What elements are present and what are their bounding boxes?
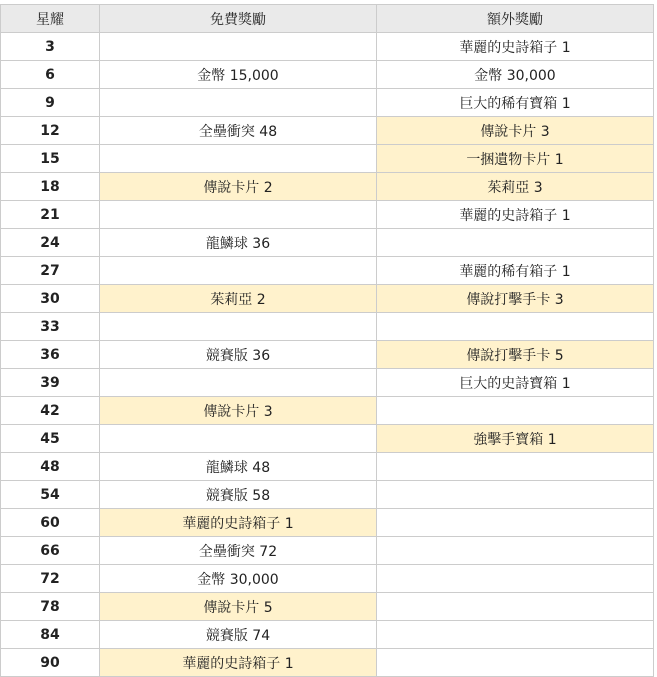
free-reward-cell: [100, 313, 377, 341]
table-row: [1, 173, 654, 201]
star-cell: 18: [1, 173, 100, 201]
free-reward-cell: 競賽版 58: [100, 481, 377, 509]
table-row: [1, 229, 654, 257]
extra-reward-cell: [377, 565, 654, 593]
extra-reward-cell: [377, 593, 654, 621]
star-cell: 60: [1, 509, 100, 537]
free-reward-cell: 傳說卡片 3: [100, 397, 377, 425]
extra-reward-cell: 金幣 30,000: [377, 61, 654, 89]
extra-reward-cell: [377, 481, 654, 509]
table-row: [1, 397, 654, 425]
extra-reward-cell: 傳說打擊手卡 3: [377, 285, 654, 313]
extra-reward-cell: 巨大的稀有寶箱 1: [377, 89, 654, 117]
table-row: [1, 33, 654, 61]
header-extra-reward: 額外獎勵: [377, 5, 654, 33]
free-reward-cell: [100, 33, 377, 61]
star-cell: 45: [1, 425, 100, 453]
extra-reward-cell: 茱莉亞 3: [377, 173, 654, 201]
star-cell: 30: [1, 285, 100, 313]
free-reward-cell: [100, 257, 377, 285]
free-reward-cell: 傳說卡片 2: [100, 173, 377, 201]
table-row: [1, 649, 654, 677]
extra-reward-cell: [377, 313, 654, 341]
free-reward-cell: [100, 425, 377, 453]
star-cell: 15: [1, 145, 100, 173]
table-row: [1, 89, 654, 117]
extra-reward-cell: [377, 397, 654, 425]
free-reward-cell: 競賽版 36: [100, 341, 377, 369]
free-reward-cell: 傳說卡片 5: [100, 593, 377, 621]
star-cell: 42: [1, 397, 100, 425]
free-reward-cell: 華麗的史詩箱子 1: [100, 509, 377, 537]
star-cell: 84: [1, 621, 100, 649]
table-row: [1, 369, 654, 397]
table-row: [1, 537, 654, 565]
star-cell: 90: [1, 649, 100, 677]
free-reward-cell: 全壘衝突 72: [100, 537, 377, 565]
star-cell: 21: [1, 201, 100, 229]
free-reward-cell: 競賽版 74: [100, 621, 377, 649]
table-row: [1, 593, 654, 621]
extra-reward-cell: 華麗的稀有箱子 1: [377, 257, 654, 285]
table-row: [1, 425, 654, 453]
star-cell: 54: [1, 481, 100, 509]
extra-reward-cell: [377, 649, 654, 677]
star-cell: 78: [1, 593, 100, 621]
star-cell: 27: [1, 257, 100, 285]
table-row: [1, 565, 654, 593]
star-cell: 48: [1, 453, 100, 481]
extra-reward-cell: 巨大的史詩寶箱 1: [377, 369, 654, 397]
header-free-reward: 免費獎勵: [100, 5, 377, 33]
extra-reward-cell: [377, 509, 654, 537]
star-cell: 12: [1, 117, 100, 145]
table-row: [1, 509, 654, 537]
extra-reward-cell: [377, 453, 654, 481]
free-reward-cell: 龍鱗球 36: [100, 229, 377, 257]
extra-reward-cell: 傳說卡片 3: [377, 117, 654, 145]
table-row: [1, 341, 654, 369]
table-row: [1, 201, 654, 229]
table-row: [1, 453, 654, 481]
star-cell: 9: [1, 89, 100, 117]
star-cell: 39: [1, 369, 100, 397]
rewards-table-body: [1, 33, 654, 677]
extra-reward-cell: 強擊手寶箱 1: [377, 425, 654, 453]
rewards-table: [0, 4, 654, 677]
free-reward-cell: [100, 201, 377, 229]
free-reward-cell: 茱莉亞 2: [100, 285, 377, 313]
extra-reward-cell: 華麗的史詩箱子 1: [377, 33, 654, 61]
header-star: 星耀: [1, 5, 100, 33]
star-cell: 6: [1, 61, 100, 89]
star-cell: 36: [1, 341, 100, 369]
free-reward-cell: [100, 89, 377, 117]
star-cell: 72: [1, 565, 100, 593]
free-reward-cell: 龍鱗球 48: [100, 453, 377, 481]
free-reward-cell: 華麗的史詩箱子 1: [100, 649, 377, 677]
star-cell: 66: [1, 537, 100, 565]
table-row: [1, 621, 654, 649]
table-row: [1, 257, 654, 285]
free-reward-cell: 全壘衝突 48: [100, 117, 377, 145]
free-reward-cell: 金幣 30,000: [100, 565, 377, 593]
extra-reward-cell: 華麗的史詩箱子 1: [377, 201, 654, 229]
table-row: [1, 481, 654, 509]
table-row: [1, 313, 654, 341]
star-cell: 33: [1, 313, 100, 341]
free-reward-cell: 金幣 15,000: [100, 61, 377, 89]
free-reward-cell: [100, 145, 377, 173]
extra-reward-cell: [377, 621, 654, 649]
extra-reward-cell: [377, 537, 654, 565]
table-row: [1, 145, 654, 173]
table-row: [1, 117, 654, 145]
table-row: [1, 285, 654, 313]
free-reward-cell: [100, 369, 377, 397]
extra-reward-cell: [377, 229, 654, 257]
header-row: [1, 5, 654, 33]
extra-reward-cell: 傳說打擊手卡 5: [377, 341, 654, 369]
table-row: [1, 61, 654, 89]
star-cell: 24: [1, 229, 100, 257]
extra-reward-cell: 一捆遺物卡片 1: [377, 145, 654, 173]
star-cell: 3: [1, 33, 100, 61]
